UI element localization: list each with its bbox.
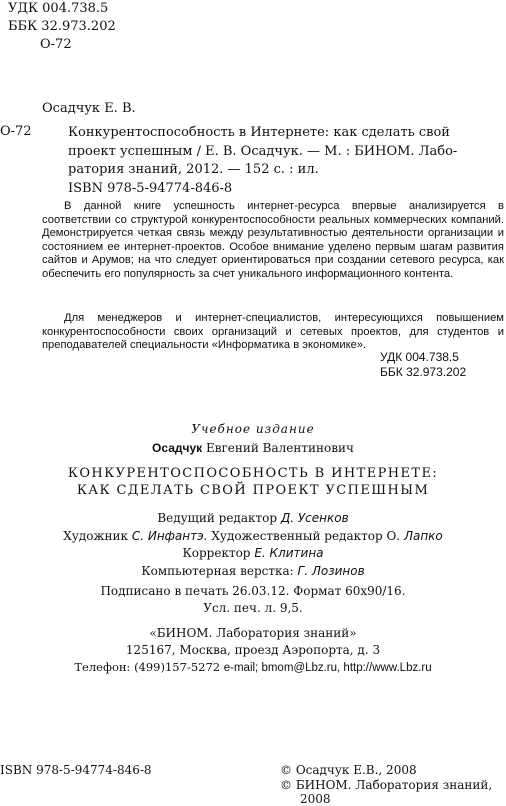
audience-text: Для менеджеров и интернет-специалистов, интересующихся повышением конкурентоспособности своих организаций и сетевых проектов, для студентов и преподавателей специальности «Информатика в экономике». bbox=[42, 312, 504, 352]
print-signed-info: Подписано в печать 26.03.12. Формат 60х90/16. bbox=[100, 584, 406, 598]
publisher-contacts bbox=[0, 660, 506, 674]
credit-proofreader bbox=[0, 546, 506, 560]
bbk-code-footer: ББК 32.973.202 bbox=[380, 365, 467, 379]
book-title-line-1: КОНКУРЕНТОСПОСОБНОСТЬ В ИНТЕРНЕТЕ: bbox=[67, 466, 439, 481]
author-given-name: Евгений Валентинович bbox=[205, 441, 354, 455]
credit-role: Ведущий редактор bbox=[157, 511, 278, 525]
publisher-address: 125167, Москва, проезд Аэропорта, д. 3 bbox=[125, 643, 381, 657]
print-sheets: Усл. печ. л. 9,5. bbox=[203, 601, 303, 615]
credit-name: С. Инфантэ. bbox=[131, 529, 208, 543]
copyright-publisher: © БИНОМ. Лаборатория знаний, bbox=[280, 778, 493, 792]
credit-lead-editor bbox=[0, 511, 506, 525]
bib-line: Конкурентоспособность в Интернете: как сделать свой bbox=[68, 125, 450, 140]
udk-code-footer: УДК 004.738.5 bbox=[380, 350, 459, 364]
bib-description bbox=[68, 124, 504, 198]
copyright-author: © Осадчук Е.В., 2008 bbox=[280, 763, 417, 777]
bib-author: Осадчук Е. В. bbox=[42, 101, 136, 116]
credit-layout bbox=[0, 564, 506, 578]
credit-name: Г. Лозинов bbox=[297, 564, 365, 578]
credit-name: Д. Усенков bbox=[280, 511, 349, 525]
credit-name: Е. Клитина bbox=[254, 546, 324, 560]
copyright-year: 2008 bbox=[300, 792, 331, 806]
publisher-email-web: e-mail; bmom@Lbz.ru, http://www.Lbz.ru bbox=[223, 662, 432, 674]
book-title-line-2: КАК СДЕЛАТЬ СВОЙ ПРОЕКТ УСПЕШНЫМ bbox=[76, 483, 430, 498]
publisher-phone: Телефон: (499)157-5272 bbox=[74, 660, 221, 674]
author-mark: О-72 bbox=[40, 37, 72, 52]
bib-line: ратория знаний, 2012. — 152 с. : ил. bbox=[68, 162, 319, 177]
credit-name: Лапко bbox=[403, 529, 443, 543]
credit-role: Корректор bbox=[182, 546, 251, 560]
bbk-code: ББК 32.973.202 bbox=[8, 19, 116, 34]
audience bbox=[42, 312, 504, 353]
udk-code: УДК 004.738.5 bbox=[8, 1, 109, 16]
isbn: ISBN 978-5-94774-846-8 bbox=[0, 763, 152, 777]
bib-author-mark: О-72 bbox=[0, 124, 32, 139]
edition-type: Учебное издание bbox=[191, 422, 315, 436]
classification-codes bbox=[8, 0, 116, 54]
footer-codes bbox=[380, 350, 480, 380]
credit-role: Художественный редактор О. bbox=[211, 529, 401, 543]
credit-role: Художник bbox=[63, 529, 128, 543]
publisher-name: «БИНОМ. Лаборатория знаний» bbox=[149, 626, 357, 640]
annotation-text: В данной книге успешность интернет-ресурса впервые анализируется в соответствии со структурой конкурентоспособности реальных коммерческих компаний. Демонстрируется четкая связь между результативностью деятельности организации и состоянием ее интернет-проектов. Особое внимание уделено первым шагам развития сайтов и Арумов; на что следует ориентироваться при создании сетевого ресурса, как обеспечить его популярность за счет уникального информационного контента. bbox=[42, 200, 504, 280]
bib-line: проект успешным / Е. В. Осадчук. — М. : БИНОМ. Лабо- bbox=[68, 143, 458, 159]
credit-artist bbox=[0, 529, 506, 543]
author-surname: Осадчук bbox=[152, 441, 203, 455]
author-full-name bbox=[0, 441, 506, 455]
bib-isbn: ISBN 978-5-94774-846-8 bbox=[68, 180, 233, 196]
annotation bbox=[42, 200, 504, 282]
credit-role: Компьютерная верстка: bbox=[141, 564, 294, 578]
